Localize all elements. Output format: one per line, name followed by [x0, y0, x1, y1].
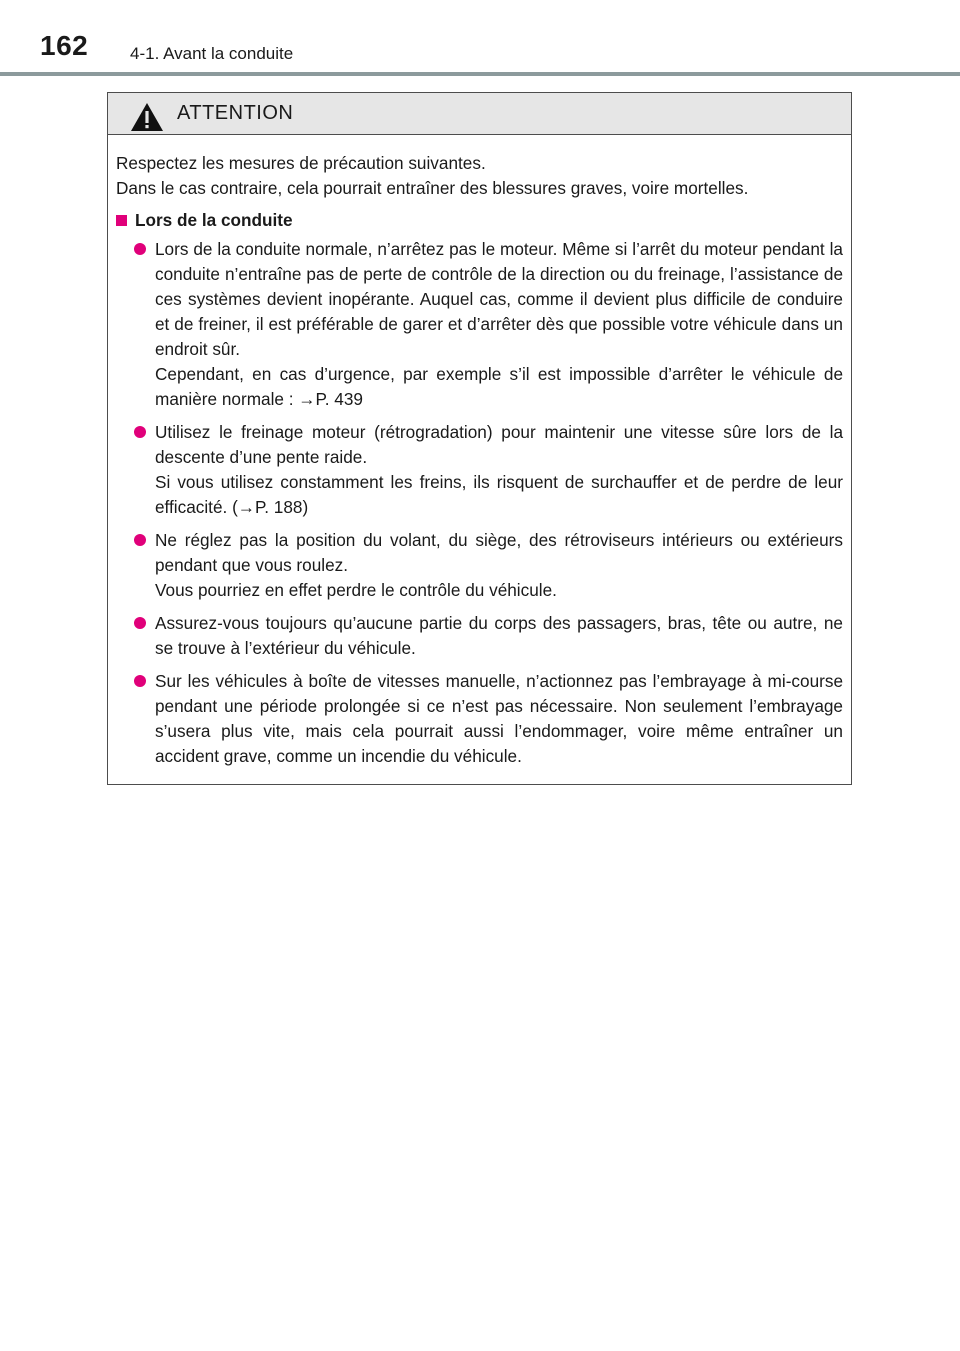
circle-bullet-icon	[134, 426, 146, 438]
item-paragraph: Ne réglez pas la position du volant, du siège, des rétroviseurs intérieurs ou extérieurs pendant que vous roulez.	[155, 530, 843, 575]
subheading	[116, 208, 843, 233]
intro-line: Respectez les mesures de précaution suivantes.	[116, 153, 486, 173]
list-item	[116, 237, 843, 412]
warning-box	[107, 92, 852, 785]
intro-line: Dans le cas contraire, cela pourrait entraîner des blessures graves, voire mortelles.	[116, 178, 749, 198]
item-paragraph: Sur les véhicules à boîte de vitesses manuelle, n’actionnez pas l’embrayage à mi-course pendant une période prolongée si ce n’est pas nécessaire. Non seulement l’embrayage s’usera plus vite, mais cela pourrait aussi l’endommager, voire même entraîner un accident grave, comme un incendie du véhicule.	[155, 671, 843, 766]
warning-title: ATTENTION	[177, 102, 294, 124]
list-item	[116, 611, 843, 661]
circle-bullet-icon	[134, 675, 146, 687]
circle-bullet-icon	[134, 243, 146, 255]
warning-body	[116, 151, 843, 777]
list-item	[116, 528, 843, 603]
warning-triangle-icon	[130, 102, 164, 132]
item-paragraph: Vous pourriez en effet perdre le contrôle du véhicule.	[155, 580, 557, 600]
subheading-label: Lors de la conduite	[135, 210, 293, 230]
item-paragraph: Assurez-vous toujours qu’aucune partie du corps des passagers, bras, tête ou autre, ne se trouve à l’extérieur du véhicule.	[155, 613, 843, 658]
warning-list	[116, 237, 843, 769]
list-item	[116, 669, 843, 769]
item-paragraph: Cependant, en cas d’urgence, par exemple s’il est impossible d’arrêter le véhicule de manière normale : →P. 439	[155, 364, 843, 409]
page-header	[0, 0, 960, 78]
circle-bullet-icon	[134, 534, 146, 546]
warning-intro	[116, 151, 843, 201]
circle-bullet-icon	[134, 617, 146, 629]
section-title: 4-1. Avant la conduite	[130, 44, 294, 63]
list-item	[116, 420, 843, 520]
item-paragraph: Utilisez le freinage moteur (rétrogradation) pour maintenir une vitesse sûre lors de la descente d’une pente raide.	[155, 422, 843, 467]
item-paragraph: Si vous utilisez constamment les freins, ils risquent de surchauffer et de perdre de leur efficacité. (→P. 188)	[155, 472, 843, 517]
square-bullet-icon	[116, 215, 127, 226]
item-paragraph: Lors de la conduite normale, n’arrêtez pas le moteur. Même si l’arrêt du moteur pendant la conduite n’entraîne pas de perte de contrôle de la direction ou du freinage, l’assistance de ces systèmes devient inopérante. Auquel cas, comme il devient plus difficile de conduire et de freiner, il est préférable de garer et d’arrêter dès que possible votre véhicule dans un endroit sûr.	[155, 239, 843, 359]
header-rule	[0, 72, 960, 76]
page-number: 162	[40, 30, 89, 61]
warning-header	[108, 93, 851, 135]
